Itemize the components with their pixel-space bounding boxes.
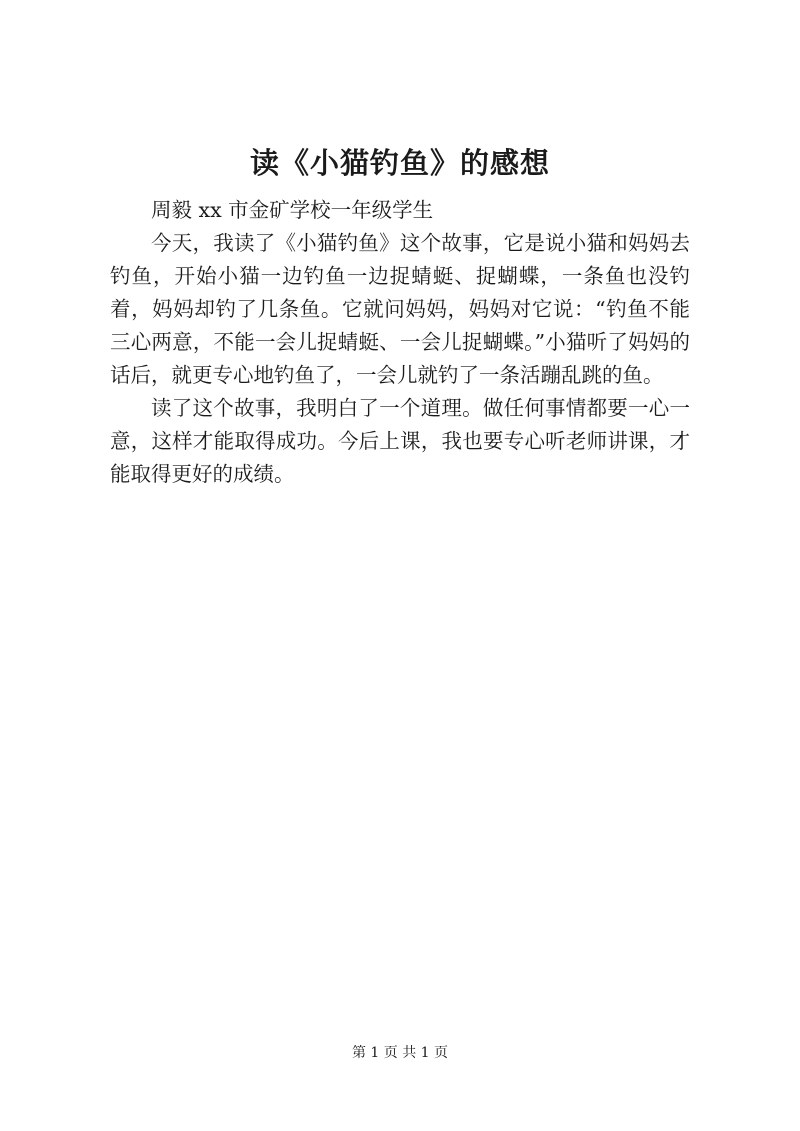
document-body [110, 194, 690, 491]
paragraph-2: 读了这个故事，我明白了一个道理。做任何事情都要一心一意，这样才能取得成功。今后上课，我也要专心听老师讲课，才能取得更好的成绩。 [110, 396, 690, 486]
page-number-footer: 第 1 页 共 1 页 [351, 1045, 449, 1061]
paragraph-1: 今天，我读了《小猫钓鱼》这个故事，它是说小猫和妈妈去钓鱼，开始小猫一边钓鱼一边捉蜻蜓、捉蝴蝶，一条鱼也没钓着，妈妈却钓了几条鱼。它就问妈妈，妈妈对它说：“钓鱼不能三心两意，不能一会儿捉蜻蜓、一会儿捉蝴蝶。”小猫听了妈妈的话后，就更专心地钓鱼了，一会儿就钓了一条活蹦乱跳的鱼。 [110, 231, 690, 387]
author-line: 周毅 xx 市金矿学校一年级学生 [151, 198, 434, 222]
document-title: 读《小猫钓鱼》的感想 [249, 146, 550, 180]
